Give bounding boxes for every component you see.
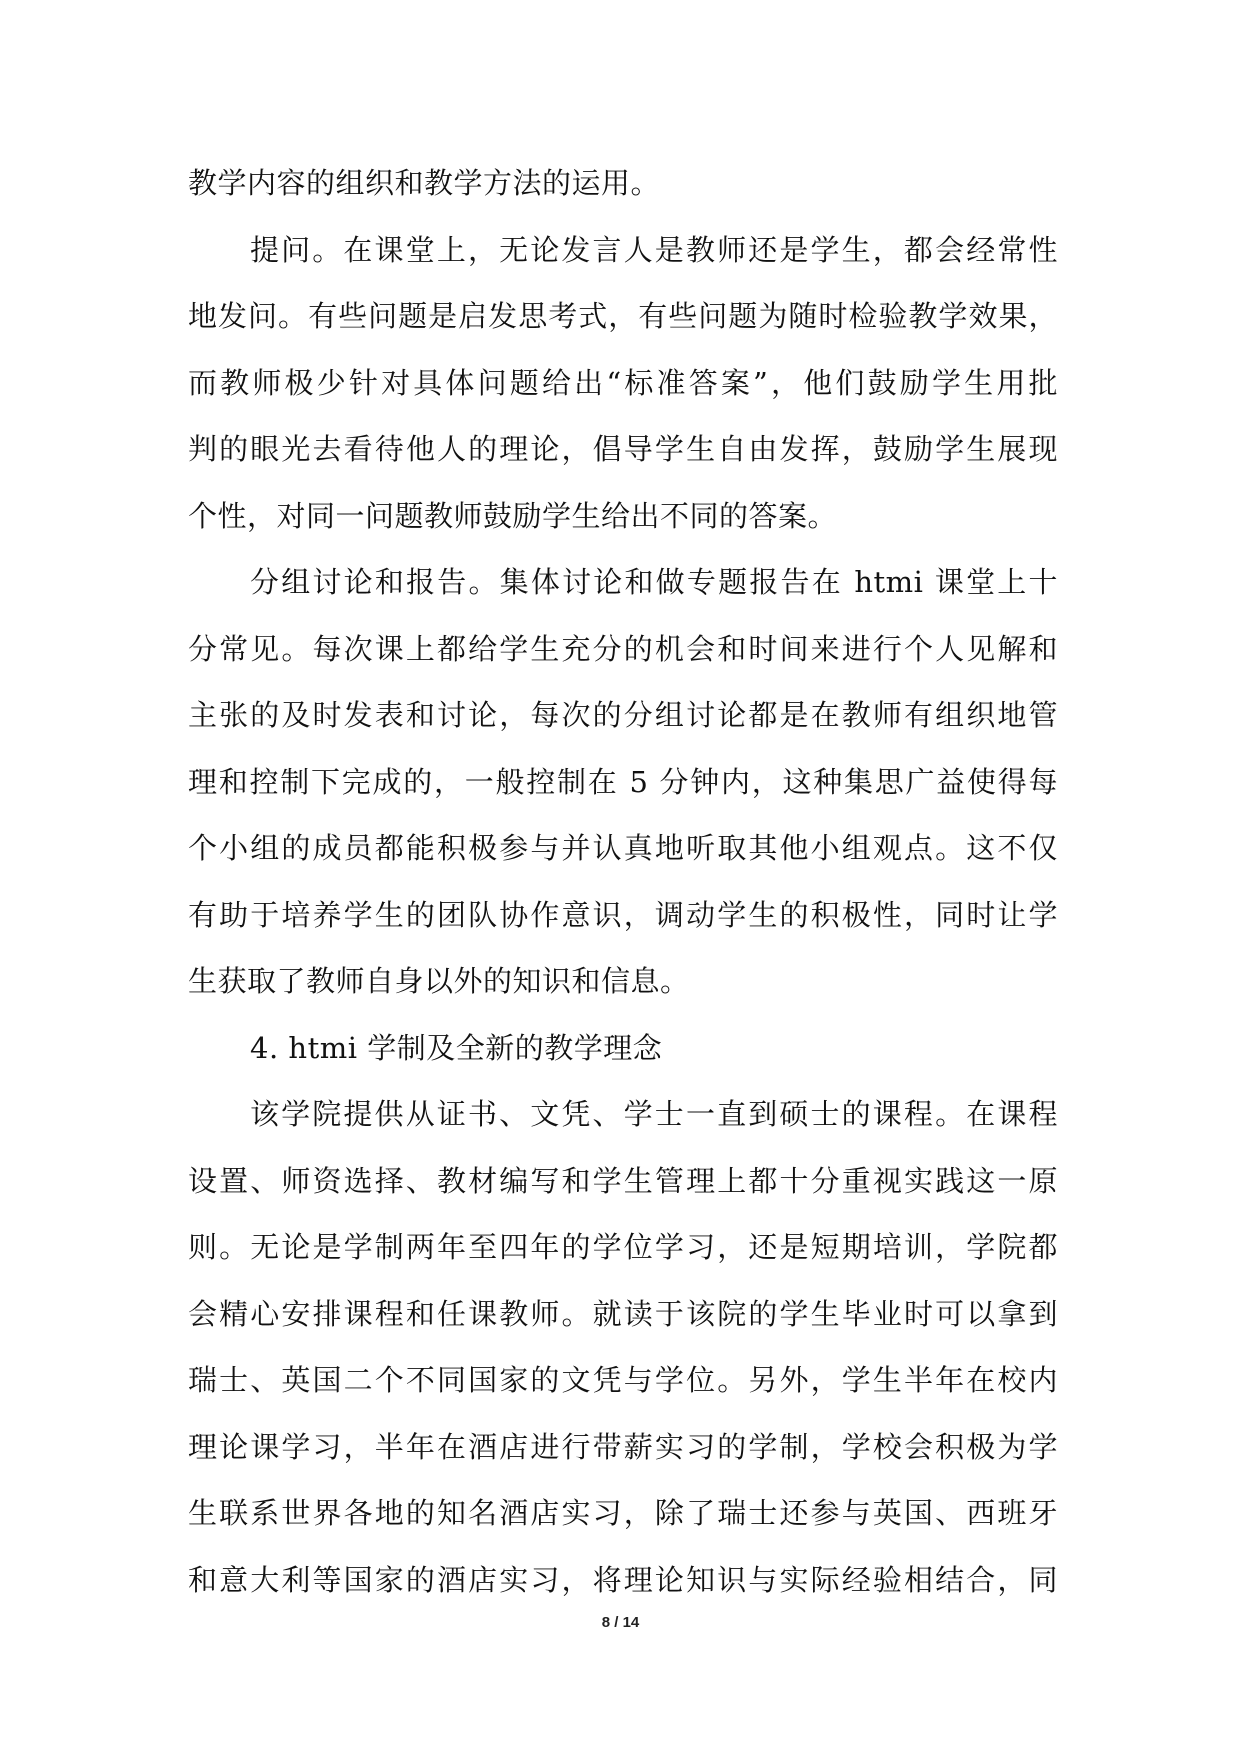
paragraph-line: 瑞士、英国二个不同国家的文凭与学位。另外，学生半年在校内 bbox=[188, 1363, 1058, 1397]
paragraph-line: 会精心安排课程和任课教师。就读于该院的学生毕业时可以拿到 bbox=[188, 1296, 1058, 1331]
paragraph-line: 生获取了教师自身以外的知识和信息。 bbox=[188, 964, 690, 998]
paragraph-line: 理和控制下完成的，一般控制在 5 分钟内，这种集思广益使得每 bbox=[188, 764, 1058, 799]
paragraph-line: 该学院提供从证书、文凭、学士一直到硕士的课程。在课程 bbox=[250, 1097, 1058, 1131]
paragraph-line: 生联系世界各地的知名酒店实习，除了瑞士还参与英国、西班牙 bbox=[188, 1496, 1058, 1530]
paragraph-line: 判的眼光去看待他人的理论，倡导学生自由发挥，鼓励学生展现 bbox=[188, 432, 1058, 466]
paragraph-line: 则。无论是学制两年至四年的学位学习，还是短期培训，学院都 bbox=[188, 1230, 1058, 1264]
page-number: 8 / 14 bbox=[601, 1614, 640, 1631]
paragraph-line: 个性，对同一问题教师鼓励学生给出不同的答案。 bbox=[188, 498, 838, 533]
paragraph-line: 提问。在课堂上，无论发言人是教师还是学生，都会经常性 bbox=[250, 232, 1058, 267]
paragraph-line: 教学内容的组织和教学方法的运用。 bbox=[188, 166, 661, 200]
paragraph-line: 而教师极少针对具体问题给出“标准答案”，他们鼓励学生用批 bbox=[188, 365, 1058, 400]
paragraph-line: 设置、师资选择、教材编写和学生管理上都十分重视实践这一原 bbox=[188, 1163, 1058, 1198]
paragraph-line: 主张的及时发表和讨论，每次的分组讨论都是在教师有组织地管 bbox=[188, 698, 1058, 732]
paragraph-line: 分常见。每次课上都给学生充分的机会和时间来进行个人见解和 bbox=[188, 631, 1058, 666]
paragraph-line: 个小组的成员都能积极参与并认真地听取其他小组观点。这不仅 bbox=[188, 831, 1058, 865]
paragraph-line: 理论课学习，半年在酒店进行带薪实习的学制，学校会积极为学 bbox=[188, 1429, 1058, 1464]
paragraph-line: 分组讨论和报告。集体讨论和做专题报告在 htmi 课堂上十 bbox=[250, 565, 1058, 599]
paragraph-line: 地发问。有些问题是启发思考式，有些问题为随时检验教学效果， bbox=[188, 299, 1058, 333]
body-text bbox=[188, 150, 1058, 1613]
paragraph-line: 和意大利等国家的酒店实习，将理论知识与实际经验相结合，同 bbox=[188, 1562, 1058, 1597]
section-heading: 4. htmi 学制及全新的教学理念 bbox=[250, 1030, 663, 1065]
paragraph-line: 有助于培养学生的团队协作意识，调动学生的积极性，同时让学 bbox=[188, 897, 1058, 932]
